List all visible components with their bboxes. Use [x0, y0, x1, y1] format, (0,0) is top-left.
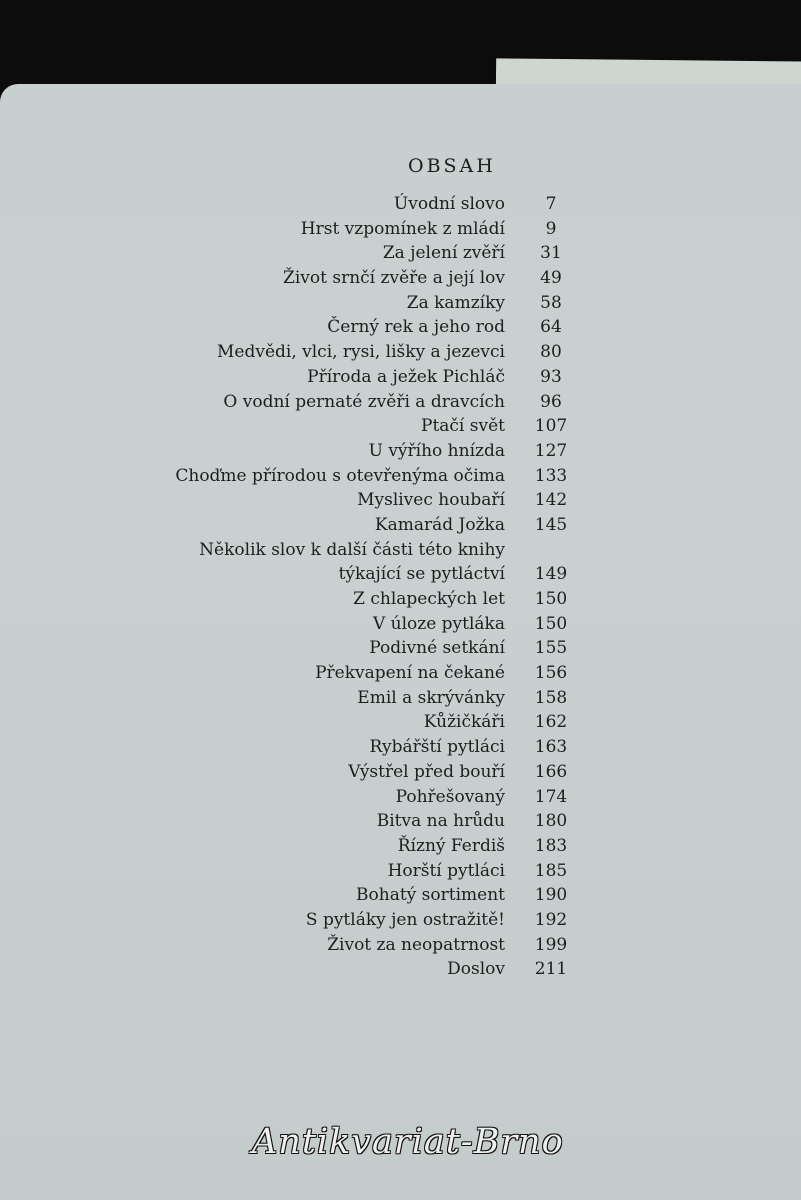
toc-entry-page: 166	[534, 761, 568, 782]
toc-entry	[0, 219, 801, 244]
toc-entry	[0, 638, 801, 663]
toc-entry	[0, 885, 801, 910]
toc-entry	[0, 540, 801, 565]
toc-entry	[0, 836, 801, 861]
toc-entry-page: 174	[534, 786, 568, 807]
toc-entry-title: S pytláky jen ostražitě!	[305, 909, 505, 930]
toc-entry	[0, 762, 801, 787]
toc-entry-page: 127	[534, 440, 568, 461]
toc-entry-title: Podivné setkání	[369, 638, 505, 659]
toc-entry	[0, 712, 801, 737]
toc-entry	[0, 663, 801, 688]
toc-entry	[0, 416, 801, 441]
toc-entry-page: 142	[534, 490, 568, 511]
watermark: Antikvariat-Brno	[252, 1122, 564, 1162]
toc-entry-title: U výřího hnízda	[368, 440, 505, 461]
toc-entry-page: 183	[534, 835, 568, 856]
toc-entry-title: Horští pytláci	[387, 860, 505, 881]
toc-entry-page: 145	[534, 514, 568, 535]
toc-entry	[0, 466, 801, 491]
toc-entry-page: 31	[540, 243, 562, 264]
toc-entry-title: Pohřešovaný	[395, 786, 505, 807]
toc-entry-title: Černý rek a jeho rod	[327, 317, 505, 338]
toc-entry-page: 80	[540, 342, 562, 363]
toc-entry	[0, 194, 801, 219]
toc-entry-title: V úloze pytláka	[372, 613, 505, 634]
toc-entry-title: Příroda a ježek Pichláč	[307, 366, 505, 387]
toc-entry-page: 133	[534, 465, 568, 486]
toc-entry-title: Několik slov k další části této knihy	[199, 539, 505, 560]
toc-entry-page: 180	[534, 811, 568, 832]
toc-entry-title: Kůžičkáři	[423, 712, 505, 733]
toc-entry-title: Za jelení zvěří	[382, 243, 505, 264]
toc-entry-page: 190	[534, 885, 568, 906]
toc-entry	[0, 614, 801, 639]
toc-entry-title: Život srnčí zvěře a její lov	[283, 268, 505, 289]
toc-entry-title: Překvapení na čekané	[315, 663, 505, 684]
toc-entry-title: Za kamzíky	[406, 292, 505, 313]
toc-entry-title: Úvodní slovo	[393, 194, 505, 214]
toc-entry-page: 9	[545, 218, 557, 239]
toc-heading: OBSAH	[408, 155, 496, 177]
toc-entry-title: týkající se pytláctví	[338, 564, 505, 585]
toc-entry-page: 192	[534, 909, 568, 930]
toc-entry-title: Doslov	[447, 959, 505, 980]
toc-entry	[0, 392, 801, 417]
toc-entry-page: 107	[534, 416, 568, 437]
toc-entry	[0, 293, 801, 318]
toc-entry-title: Emil a skrývánky	[357, 687, 505, 708]
toc-entry-page: 158	[534, 687, 568, 708]
toc-entry	[0, 515, 801, 540]
toc-entry-page: 156	[534, 663, 568, 684]
toc-entry	[0, 910, 801, 935]
toc-entry	[0, 737, 801, 762]
toc-entry-title: Kamarád Jožka	[374, 514, 505, 535]
toc-entry	[0, 243, 801, 268]
toc-entry-page: 96	[540, 391, 562, 412]
toc-entry-title: Řízný Ferdiš	[397, 835, 505, 856]
toc-entry	[0, 959, 801, 984]
toc-entry-title: Výstřel před bouří	[348, 761, 505, 782]
toc-entry-title: Medvědi, vlci, rysi, lišky a jezevci	[216, 342, 505, 363]
toc-entry-title: O vodní pernaté zvěři a dravcích	[223, 391, 505, 412]
toc-entry	[0, 935, 801, 960]
toc-entry-page: 199	[534, 934, 568, 955]
toc-entry-title: Hrst vzpomínek z mládí	[300, 218, 505, 239]
toc-entry-title: Myslivec houbaří	[357, 490, 505, 511]
toc-entry-title: Bitva na hrůdu	[376, 811, 505, 832]
toc-entry	[0, 317, 801, 342]
toc-entry-page: 211	[534, 959, 568, 980]
toc-entry-page: 49	[540, 268, 562, 289]
toc-entry-page: 7	[545, 194, 557, 214]
toc-entry-title: Ptačí svět	[421, 416, 505, 437]
toc-entry-page: 58	[540, 292, 562, 313]
table-of-contents	[0, 194, 801, 984]
toc-entry-title: Bohatý sortiment	[356, 885, 505, 906]
toc-entry	[0, 589, 801, 614]
toc-entry-page: 163	[534, 737, 568, 758]
toc-entry-title: Rybářští pytláci	[369, 737, 505, 758]
toc-entry	[0, 811, 801, 836]
toc-entry-page: 155	[534, 638, 568, 659]
toc-entry-page: 150	[534, 589, 568, 609]
toc-entry	[0, 787, 801, 812]
toc-entry	[0, 688, 801, 713]
toc-entry	[0, 861, 801, 886]
toc-entry	[0, 268, 801, 293]
toc-entry	[0, 441, 801, 466]
toc-entry-page: 149	[534, 564, 568, 585]
toc-entry-page: 64	[540, 317, 562, 338]
toc-entry-page: 93	[540, 366, 562, 387]
toc-entry	[0, 367, 801, 392]
toc-entry-title: Choďme přírodou s otevřenýma očima	[175, 465, 505, 486]
toc-entry-page: 162	[534, 712, 568, 733]
toc-entry-page: 185	[534, 860, 568, 881]
toc-entry	[0, 342, 801, 367]
toc-entry-page: 150	[534, 613, 568, 634]
toc-entry-title: Z chlapeckých let	[353, 589, 505, 609]
toc-entry-title: Život za neopatrnost	[327, 934, 505, 955]
toc-entry	[0, 564, 801, 589]
toc-entry	[0, 490, 801, 515]
